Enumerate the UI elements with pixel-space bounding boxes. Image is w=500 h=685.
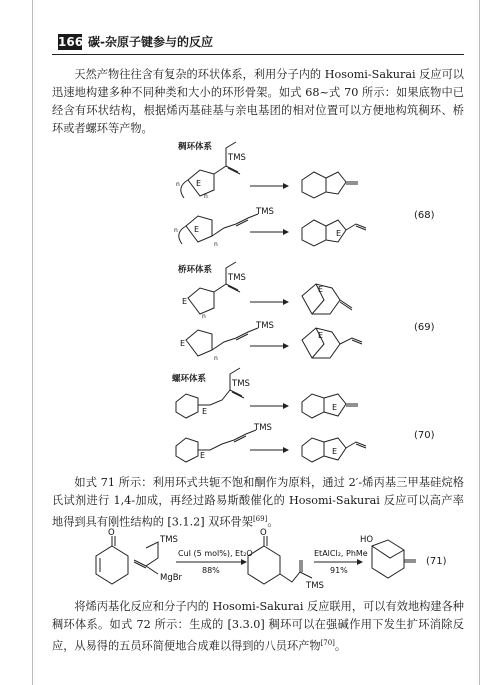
section-label-fused: 稠环体系: [178, 142, 213, 152]
bridged-product-1: [302, 284, 352, 314]
cyclohexenone: [96, 536, 128, 584]
intermediate: [248, 536, 312, 584]
fused-product-2: [302, 220, 366, 246]
section-label-spiro: 螺环体系: [172, 374, 207, 384]
condition-1-yield: 88%: [202, 566, 220, 575]
hydroxyl-label: HO: [360, 535, 374, 545]
ketone-oxygen: O: [260, 528, 267, 538]
bridged-substrate-1: [188, 262, 240, 314]
label-tms: TMS: [254, 423, 272, 433]
label-e: E: [332, 447, 338, 456]
ketone-oxygen: O: [108, 528, 115, 538]
bridged-substrate-2: [186, 328, 258, 356]
label-tms: TMS: [228, 273, 246, 283]
label-e: E: [196, 179, 202, 188]
fused-substrate-1: [181, 142, 240, 198]
label-n: n: [214, 241, 218, 248]
label-e: E: [332, 403, 338, 412]
label-n: n: [174, 227, 178, 234]
reagent-mgbr: MgBr: [160, 573, 183, 583]
page-number: 166: [58, 35, 84, 49]
label-tms: TMS: [256, 321, 274, 331]
fused-product-1: [302, 172, 358, 198]
paragraph-reaction-71: 如式 71 所示：利用环式共轭不饱和酮作为原料，通过 2′-烯丙基三甲基硅烷格氏试剂进行 1,4-加成，再经过路易斯酸催化的 Hosomi-Sakurai 反应可以高产率地得到具有刚性结构的 [3.1.2] 双环骨架[69]。: [52, 476, 464, 529]
label-n: n: [202, 313, 206, 320]
label-n: n: [204, 193, 208, 200]
spiro-product-1: [302, 394, 358, 418]
condition-2-top: EtAlCl₂, PhMe: [314, 549, 368, 558]
bridged-product-2: [302, 328, 362, 358]
paragraph-reaction-72: 将烯丙基化反应和分子内的 Hosomi-Sakurai 反应联用，可以有效地构建各种稠环体系。如式 72 所示：生成的 [3.3.0] 稠环可以在强碱作用下发生扩环消除反应，从易得的五员环简便地合成难以得到的八员环产物[70]。: [52, 600, 464, 653]
section-label-bridged: 桥环体系: [178, 265, 213, 275]
label-e: E: [182, 297, 188, 306]
grignard-reagent: [134, 542, 158, 574]
label-e: E: [318, 285, 324, 294]
label-e: E: [200, 451, 206, 460]
spiro-substrate-1: [176, 368, 244, 418]
label-e: E: [180, 339, 186, 348]
label-tms: TMS: [228, 153, 246, 163]
chapter-title: 碳-杂原子键参与的反应: [88, 35, 213, 49]
equation-number-69: (69): [414, 322, 435, 333]
label-tms: TMS: [232, 379, 250, 389]
equation-number-68: (68): [414, 210, 435, 221]
label-e: E: [202, 407, 208, 416]
equation-number-70: (70): [414, 430, 435, 441]
label-e: E: [194, 225, 200, 234]
label-e: E: [336, 229, 342, 238]
fused-substrate-2: [179, 214, 258, 244]
spiro-substrate-2: [176, 430, 256, 462]
label-tms: TMS: [256, 207, 274, 217]
bicyclic-product: [372, 540, 416, 578]
equation-number-71: (71): [426, 556, 447, 567]
condition-2-yield: 91%: [330, 566, 348, 575]
label-n: n: [214, 355, 218, 362]
label-tms: TMS: [306, 581, 324, 591]
paragraph-intro: 天然产物往往含有复杂的环状体系，利用分子内的 Hosomi-Sakurai 反应可以迅速地构建多种不同种类和大小的环形骨架。如式 68~式 70 所示：如果底物中已经含有环状结构，根据烯丙基硅基与亲电基团的相对位置可以方便地构筑稠环、桥环或者螺环等产物。: [52, 68, 464, 135]
label-n: n: [176, 181, 180, 188]
label-e: E: [318, 331, 324, 340]
condition-1-top: CuI (5 mol%), Et₂O: [178, 549, 253, 558]
label-tms: TMS: [160, 535, 178, 545]
